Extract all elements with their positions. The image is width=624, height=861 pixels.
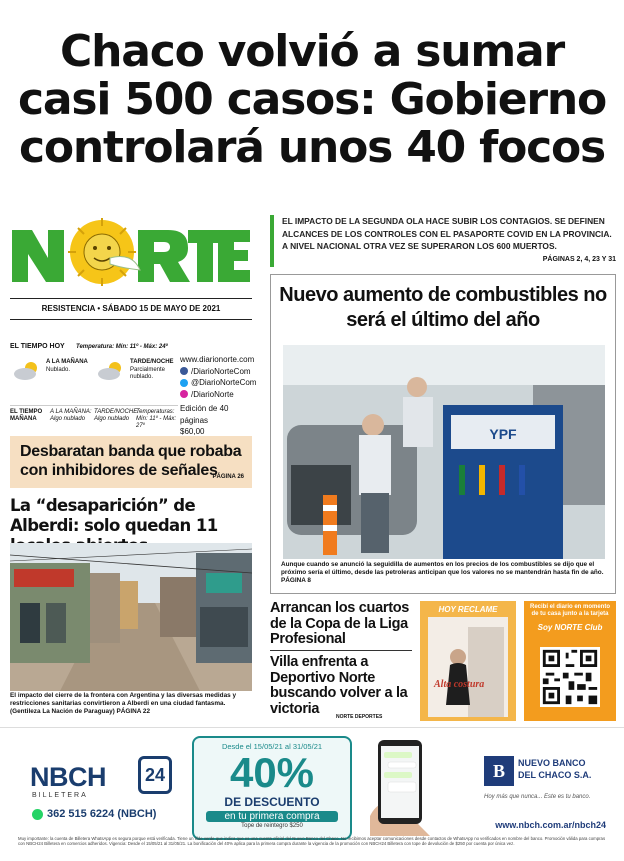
ad-legal: Muy importante: la cuenta de Billetera WhatsApp es segura porque está verificada. Tiene un tilde verde que indica que es una cuenta oficial del Nuevo Banco del Chaco. No recibimos aceptar comunicaciones desde contactos de WhatsApp no verificados en nombre del banco. Promoción válida para compras con NBCH24 Billetera en comercios adheridos. Vigencia: Desde el 15/05/21 al 31/05/21. La bonificación del 40% aplica para la primera compra durante la vigencia de la promoción con NBCH24 Billetera con tope de devolución de $250 por cuenta por única vez. — [18, 836, 606, 847]
alberdi-street-photo — [10, 543, 252, 691]
norte-logo — [10, 218, 252, 290]
whatsapp-icon — [32, 809, 43, 820]
headline-line-1: Chaco volvió a sumar — [59, 26, 564, 77]
alberdi-caption: El impacto del cierre de la frontera con Argentina y las diversas medidas y restricciones sanitarias convirtieron a Alberdi en una ciudad fantasma. (Gentileza La Nación de Paraguay) PÁGINA 22 — [10, 692, 237, 716]
ad-whatsapp[interactable]: 362 515 6224 (NBCH) — [47, 808, 157, 820]
bank-name-1: NUEVO BANCO — [518, 758, 586, 768]
ad-brand-sub: BILLETERA — [32, 792, 88, 799]
club-name: Soy NORTE Club — [537, 623, 603, 632]
alberdi-headline[interactable]: La “desaparición” de Alberdi: solo quedan 11 — [10, 496, 218, 535]
edition-info: Edición de 40 páginas — [180, 404, 229, 425]
twitter-link[interactable]: @DiarioNorteCom — [191, 378, 257, 387]
sports-section-tag: NORTE DEPORTES — [336, 714, 383, 720]
morning-label: A LA MAÑANA — [46, 359, 88, 365]
weather-title: EL TIEMPO HOY — [10, 343, 65, 350]
phone-in-hand-image — [360, 736, 440, 846]
instagram-icon — [180, 390, 188, 398]
ad-url[interactable]: www.nbch.com.ar/nbch24 — [495, 820, 606, 830]
price: $60,00 — [180, 427, 205, 436]
fuel-caption: Aunque cuando se anunció la seguidilla de aumentos en los precios de los combustibles se dijo que el próximo sería el último, desde las petroleras anticipan que los valores no se mantendrán hasta fin de año. PÁGINA 8 — [281, 561, 604, 584]
contact-info — [180, 354, 260, 438]
lead-paragraph: EL IMPACTO DE LA SEGUNDA OLA HACE SUBIR LOS CONTAGIOS. SE DEFINEN ALCANCES DE LOS CONTROLES CON EL PASAPORTE COVID EN LA PROVINCIA. A NIVEL NACIONAL OTRA VEZ SE SUPERARON LOS 600 MUERTOS. — [270, 215, 616, 267]
instagram-link[interactable]: /DiarioNorte — [191, 389, 234, 399]
ad-percent: 40% — [229, 749, 315, 796]
svg-text:B: B — [492, 761, 506, 781]
teaser-box[interactable] — [10, 436, 252, 488]
partly-cloudy-icon-2 — [96, 361, 126, 381]
ad-brand-number: 24 — [138, 756, 172, 794]
afternoon-desc: Parcialmente nublado. — [130, 367, 166, 380]
pump-brand-text: YPF — [489, 426, 517, 442]
fuel-headline: Nuevo aumento de combustibles no será el último del año — [279, 284, 607, 331]
teaser-page: PÁGINA 26 — [212, 474, 244, 480]
main-headline — [10, 28, 614, 172]
ad-cap: Tope de reintegro $250 — [241, 823, 303, 829]
bank-name-2: DEL CHACO S.A. — [518, 770, 592, 780]
divider — [270, 650, 412, 651]
tomorrow-afternoon: TARDE/NOCHE: Algo nublado — [94, 409, 139, 422]
partly-cloudy-icon — [12, 361, 42, 381]
lead-pages: PÁGINAS 2, 4, 23 Y 31 — [542, 256, 616, 263]
teaser-title: Desbaratan banda que robaba con inhibidores de señales — [20, 443, 242, 479]
reclame-tag: Alta costura — [434, 679, 485, 690]
morning-desc: Nublado. — [46, 367, 71, 373]
villa-headline[interactable]: Villa enfrenta a Deportivo Norte buscando volver a la victoria — [270, 654, 408, 717]
reclame-header: HOY RECLAME — [438, 605, 498, 614]
fuel-story[interactable] — [270, 274, 616, 594]
reclame-promo[interactable] — [420, 601, 516, 721]
ad-dates: Desde el 15/05/21 al 31/05/21 — [221, 742, 323, 751]
discount-panel — [192, 736, 352, 840]
website-link[interactable]: www.diarionorte.com — [180, 355, 255, 364]
qr-promo[interactable] — [524, 601, 616, 721]
bank-logo-icon — [484, 756, 514, 786]
ad-brand: NBCH — [30, 762, 106, 792]
twitter-icon — [180, 379, 188, 387]
ad-first-buy: en tu primera compra — [206, 811, 338, 822]
weather-box — [10, 343, 178, 431]
weather-temps: Temperatura: Mín: 11º - Máx: 24º — [76, 344, 168, 350]
tomorrow-label: EL TIEMPO MAÑANA — [10, 409, 43, 422]
gas-station-photo — [283, 345, 605, 559]
ad-discount: DE DESCUENTO — [224, 795, 320, 809]
dateline: RESISTENCIA • SÁBADO 15 DE MAYO DE 2021 — [10, 298, 252, 320]
headline-line-2: casi 500 casos: Gobierno — [17, 74, 607, 125]
tomorrow-temps: Temperaturas: Mín: 11º - Máx: 27º — [136, 409, 177, 429]
nbch-advertisement[interactable] — [0, 727, 624, 861]
facebook-link[interactable]: /DiarioNorteCom — [191, 366, 251, 376]
magazine-cover-image — [428, 617, 508, 717]
afternoon-label: TARDE/NOCHE — [130, 359, 174, 365]
facebook-icon — [180, 367, 188, 375]
copa-headline[interactable]: Arrancan los cuartos de la Copa de la Liga Profesional — [270, 600, 410, 647]
qr-promo-text: Recibí el diario en momento de tu casa junto a la tarjeta — [529, 604, 610, 617]
tomorrow-morning: A LA MAÑANA: Algo nublado — [50, 409, 92, 422]
bank-slogan: Hoy más que nunca... Este es tu banco. — [484, 794, 591, 800]
qr-code-icon[interactable] — [540, 647, 600, 707]
headline-line-3: controlará unos 40 focos — [18, 122, 606, 173]
